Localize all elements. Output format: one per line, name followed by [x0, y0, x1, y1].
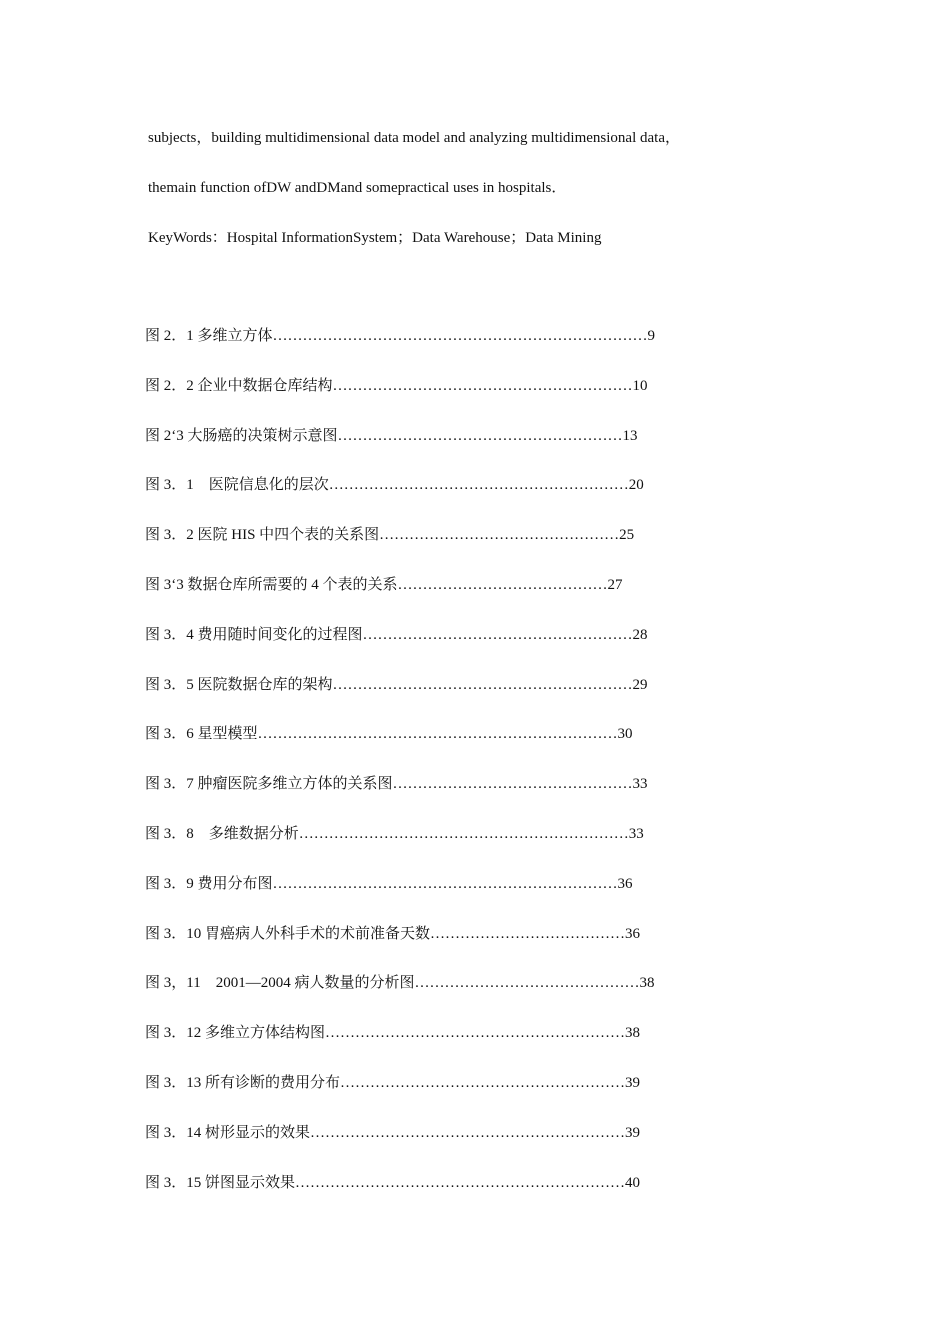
figure-list-entry: 图 3．6 星型模型………………………………………………………………30	[145, 726, 633, 743]
figure-list-entry: 图 3．14 树形显示的效果………………………………………………………39	[145, 1124, 641, 1141]
figure-list-entry: 图 2．2 企业中数据仓库结构……………………………………………………10	[145, 377, 648, 394]
keywords-line: KeyWords：Hospital InformationSystem；Data Warehouse；Data Mining	[148, 230, 602, 246]
figure-list-entry: 图 3‘3 数据仓库所需要的 4 个表的关系……………………………………27	[145, 576, 623, 593]
figure-list-entry: 图 3．15 饼图显示效果…………………………………………………………40	[145, 1174, 641, 1191]
figure-list-entry: 图 3．8 多维数据分析…………………………………………………………33	[145, 825, 644, 842]
abstract-line-1: subjects，building multidimensional data model and analyzing multidimensional data，	[148, 130, 680, 146]
figure-list-entry: 图 2‘3 大肠癌的决策树示意图…………………………………………………13	[145, 427, 638, 444]
figure-list-entry: 图 3．5 医院数据仓库的架构……………………………………………………29	[145, 676, 648, 693]
figure-list-entry: 图 3．9 费用分布图……………………………………………………………36	[145, 875, 633, 892]
figure-list-entry: 图 3，11 2001—2004 病人数量的分析图………………………………………38	[145, 975, 655, 992]
abstract-line-2: themain function ofDW andDMand somepractical uses in hospitals．	[148, 180, 567, 196]
figure-list-entry: 图 3．7 肿瘤医院多维立方体的关系图…………………………………………33	[145, 776, 648, 793]
figure-list-entry: 图 3．4 费用随时间变化的过程图………………………………………………28	[145, 626, 648, 643]
figure-list-entry: 图 2．1 多维立方体…………………………………………………………………9	[145, 328, 656, 344]
figure-list-entry: 图 3．1 医院信息化的层次……………………………………………………20	[145, 477, 644, 494]
figure-list-entry: 图 3．12 多维立方体结构图……………………………………………………38	[145, 1025, 641, 1042]
figure-list	[145, 326, 765, 1222]
figure-list-entry: 图 3．10 胃癌病人外科手术的术前准备天数…………………………………36	[145, 925, 641, 942]
figure-list-entry: 图 3．13 所有诊断的费用分布…………………………………………………39	[145, 1074, 641, 1091]
figure-list-entry: 图 3．2 医院 HIS 中四个表的关系图…………………………………………25	[145, 527, 635, 544]
